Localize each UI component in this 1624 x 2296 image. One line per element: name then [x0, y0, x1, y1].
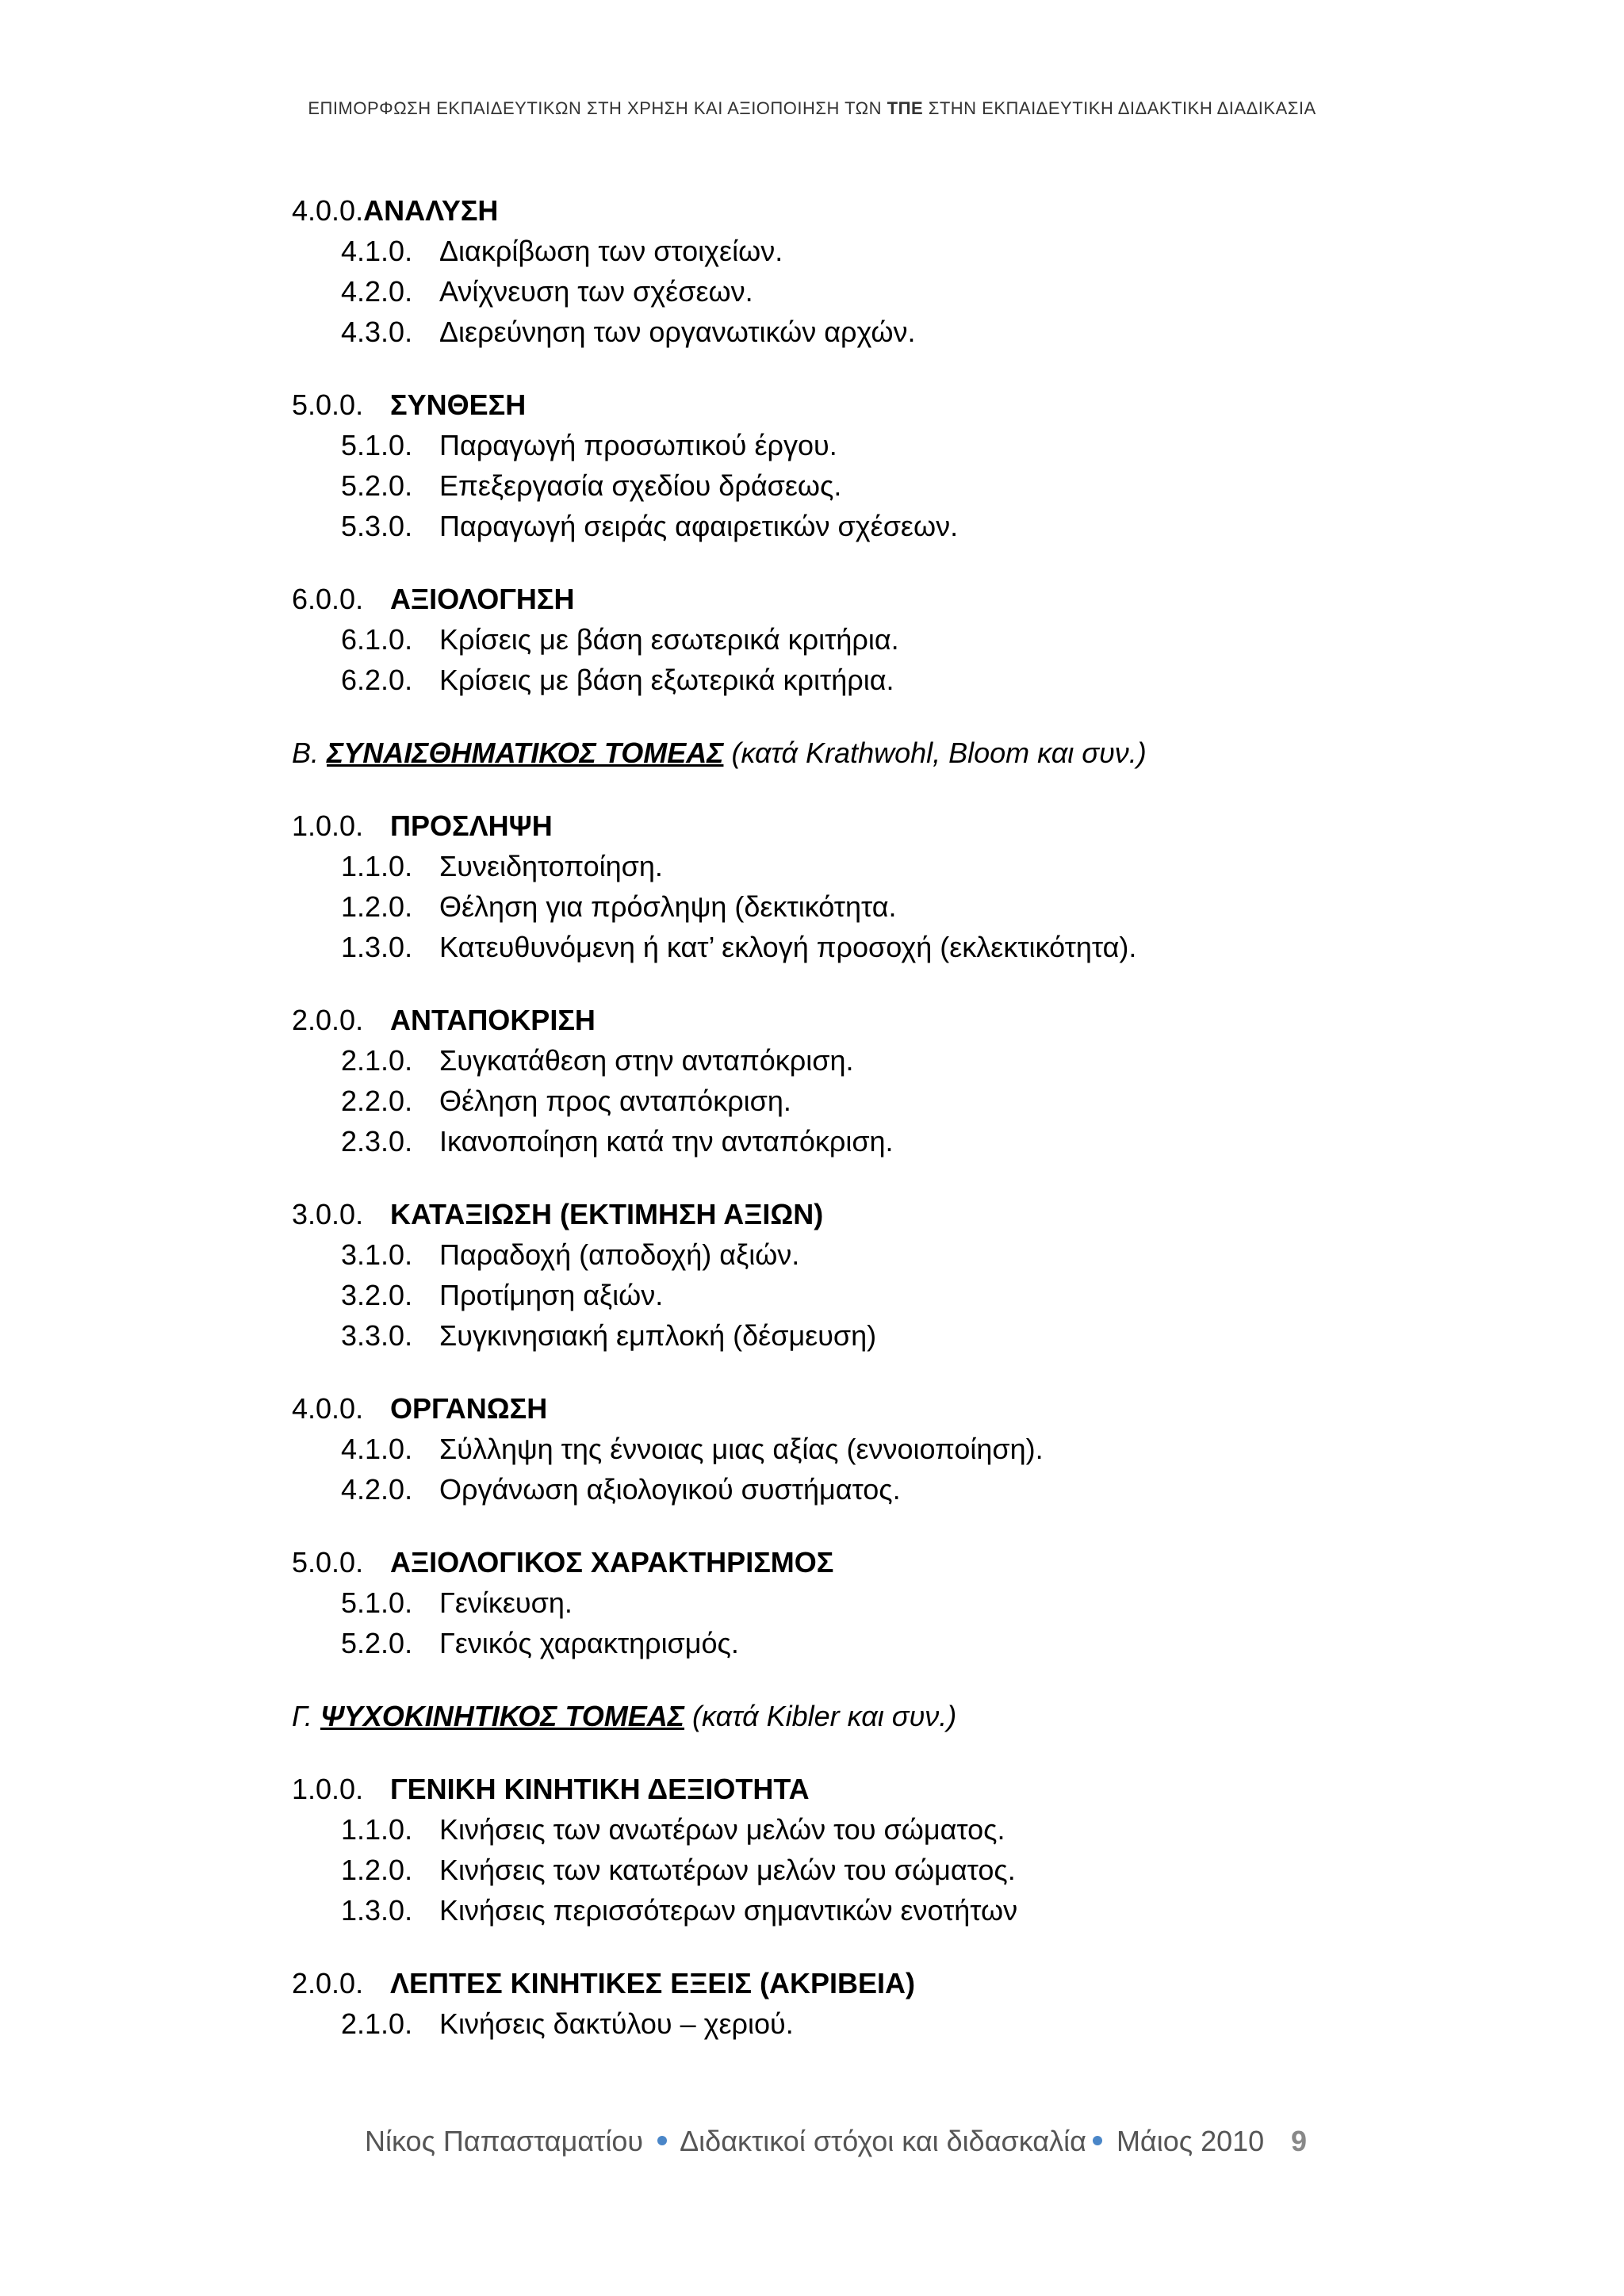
list-item [292, 231, 1402, 271]
section-title: ΑΞΙΟΛΟΓΗΣΗ [390, 583, 575, 615]
section-title: ΑΝΑΛΥΣΗ [363, 194, 499, 227]
item-text: Θέληση για πρόσληψη (δεκτικότητα. [439, 890, 897, 923]
domain-name: ΨΥΧΟΚΙΝΗΤΙΚΟΣ ΤΟΜΕΑΣ [320, 1700, 685, 1732]
list-item [292, 425, 1402, 465]
item-text: Συγκινησιακή εμπλοκή (δέσμευση) [439, 1319, 877, 1352]
section-heading [292, 1769, 1402, 1809]
item-number: 6.2.0. [341, 664, 413, 696]
list-item [292, 1469, 1402, 1510]
item-text: Συγκατάθεση στην ανταπόκριση. [439, 1044, 854, 1077]
item-number: 4.3.0. [341, 316, 413, 348]
list-item [292, 312, 1402, 352]
item-text: Γενίκευση. [439, 1586, 573, 1619]
item-number: 4.1.0. [341, 1433, 413, 1465]
list-item [292, 1121, 1402, 1161]
list-item [292, 886, 1402, 927]
list-item [292, 1275, 1402, 1315]
list-item [292, 1623, 1402, 1663]
item-text: Οργάνωση αξιολογικού συστήματος. [439, 1473, 901, 1506]
item-text: Κινήσεις περισσότερων σημαντικών ενοτήτων [439, 1894, 1018, 1927]
item-number: 2.1.0. [341, 1044, 413, 1077]
item-number: 4.2.0. [341, 275, 413, 308]
psychomotor-section-general [292, 1769, 1402, 1931]
section-number: 4.0.0. [292, 194, 364, 227]
bullet-icon [1093, 2136, 1102, 2145]
item-number: 5.1.0. [341, 429, 413, 461]
cognitive-section-evaluation [292, 579, 1402, 700]
item-text: Κινήσεις των κατωτέρων μελών του σώματος. [439, 1854, 1016, 1886]
list-item [292, 1081, 1402, 1121]
item-number: 4.1.0. [341, 235, 413, 267]
cognitive-section-analysis [292, 190, 1402, 352]
item-text: Κρίσεις με βάση εσωτερικά κριτήρια. [439, 623, 899, 656]
list-item [292, 506, 1402, 546]
item-text: Προτίμηση αξιών. [439, 1279, 664, 1311]
list-item [292, 619, 1402, 660]
item-text: Διακρίβωση των στοιχείων. [439, 235, 783, 267]
item-text: Επεξεργασία σχεδίου δράσεως. [439, 469, 842, 502]
footer-title: Διδακτικοί στόχοι και διδασκαλία [673, 2125, 1086, 2157]
item-number: 4.2.0. [341, 1473, 413, 1506]
affective-domain-heading [292, 733, 1402, 773]
section-heading [292, 385, 1402, 425]
item-number: 5.3.0. [341, 510, 413, 542]
item-number: 2.1.0. [341, 2007, 413, 2040]
section-heading [292, 1000, 1402, 1040]
affective-section-characterization [292, 1542, 1402, 1663]
header-text-bold: ΤΠΕ [887, 98, 924, 118]
section-number: 2.0.0. [292, 1004, 364, 1036]
cognitive-section-synthesis [292, 385, 1402, 546]
item-number: 3.2.0. [341, 1279, 413, 1311]
list-item [292, 1582, 1402, 1623]
section-number: 5.0.0. [292, 388, 364, 421]
section-heading [292, 1963, 1402, 2003]
page-number: 9 [1291, 2125, 1308, 2157]
item-number: 5.2.0. [341, 1627, 413, 1659]
item-text: Διερεύνηση των οργανωτικών αρχών. [439, 316, 916, 348]
item-text: Κρίσεις με βάση εξωτερικά κριτήρια. [439, 664, 894, 696]
section-heading [292, 806, 1402, 846]
section-title: ΠΡΟΣΛΗΨΗ [390, 809, 553, 842]
domain-attribution: (κατά Kibler και συν.) [684, 1700, 957, 1732]
item-number: 3.3.0. [341, 1319, 413, 1352]
item-text: Σύλληψη της έννοιας μιας αξίας (εννοιοποίηση). [439, 1433, 1044, 1465]
section-heading [292, 1388, 1402, 1429]
section-heading [292, 1194, 1402, 1234]
section-number: 2.0.0. [292, 1967, 364, 1999]
section-title: ΛΕΠΤΕΣ ΚΙΝΗΤΙΚΕΣ ΕΞΕΙΣ (ΑΚΡΙΒΕΙΑ) [390, 1967, 916, 1999]
list-item [292, 271, 1402, 312]
section-title: ΟΡΓΑΝΩΣΗ [390, 1392, 548, 1425]
footer-text [365, 2125, 1264, 2158]
item-number: 1.3.0. [341, 1894, 413, 1927]
footer-date: Μάιος 2010 [1108, 2125, 1265, 2157]
item-number: 1.1.0. [341, 1813, 413, 1846]
list-item [292, 1234, 1402, 1275]
section-number: 4.0.0. [292, 1392, 364, 1425]
item-text: Θέληση προς ανταπόκριση. [439, 1085, 791, 1117]
item-text: Κινήσεις των ανωτέρων μελών του σώματος. [439, 1813, 1005, 1846]
list-item [292, 1429, 1402, 1469]
item-number: 2.3.0. [341, 1125, 413, 1158]
item-text: Κινήσεις δακτύλου – χεριού. [439, 2007, 794, 2040]
item-number: 2.2.0. [341, 1085, 413, 1117]
item-number: 1.3.0. [341, 931, 413, 963]
domain-prefix: Β. [292, 737, 327, 769]
section-number: 6.0.0. [292, 583, 364, 615]
section-heading [292, 579, 1402, 619]
item-number: 5.2.0. [341, 469, 413, 502]
psychomotor-domain-heading [292, 1696, 1402, 1736]
list-item [292, 465, 1402, 506]
section-title: ΚΑΤΑΞΙΩΣΗ (ΕΚΤΙΜΗΣΗ ΑΞΙΩΝ) [390, 1198, 824, 1230]
item-text: Παραγωγή προσωπικού έργου. [439, 429, 837, 461]
running-header [0, 98, 1624, 119]
section-title: ΑΝΤΑΠΟΚΡΙΣΗ [390, 1004, 596, 1036]
item-text: Ανίχνευση των σχέσεων. [439, 275, 753, 308]
item-number: 3.1.0. [341, 1238, 413, 1271]
list-item [292, 1809, 1402, 1850]
item-text: Παραγωγή σειράς αφαιρετικών σχέσεων. [439, 510, 959, 542]
section-number: 3.0.0. [292, 1198, 364, 1230]
affective-section-organization [292, 1388, 1402, 1510]
section-number: 5.0.0. [292, 1546, 364, 1578]
section-title: ΑΞΙΟΛΟΓΙΚΟΣ ΧΑΡΑΚΤΗΡΙΣΜΟΣ [390, 1546, 834, 1578]
list-item [292, 1315, 1402, 1356]
domain-attribution: (κατά Krathwohl, Bloom και συν.) [723, 737, 1147, 769]
item-number: 5.1.0. [341, 1586, 413, 1619]
item-text: Ικανοποίηση κατά την ανταπόκριση. [439, 1125, 894, 1158]
section-number: 1.0.0. [292, 1773, 364, 1805]
affective-section-valuing [292, 1194, 1402, 1356]
section-title: ΣΥΝΘΕΣΗ [390, 388, 527, 421]
item-text: Κατευθυνόμενη ή κατ’ εκλογή προσοχή (εκλεκτικότητα). [439, 931, 1137, 963]
list-item [292, 1890, 1402, 1931]
list-item [292, 927, 1402, 967]
item-number: 6.1.0. [341, 623, 413, 656]
domain-name: ΣΥΝΑΙΣΘΗΜΑΤΙΚΟΣ ΤΟΜΕΑΣ [327, 737, 724, 769]
item-number: 1.2.0. [341, 1854, 413, 1886]
item-number: 1.1.0. [341, 850, 413, 882]
affective-section-responding [292, 1000, 1402, 1161]
section-title: ΓΕΝΙΚΗ ΚΙΝΗΤΙΚΗ ΔΕΞΙΟΤΗΤΑ [390, 1773, 810, 1805]
section-heading [292, 1542, 1402, 1582]
document-body [292, 190, 1402, 2076]
list-item [292, 846, 1402, 886]
list-item [292, 660, 1402, 700]
list-item [292, 1040, 1402, 1081]
footer-author: Νίκος Παπασταματίου [365, 2125, 652, 2157]
psychomotor-section-fine [292, 1963, 1402, 2044]
header-text-end: ΣΤΗΝ ΕΚΠΑΙΔΕΥΤΙΚΗ ΔΙΔΑΚΤΙΚΗ ΔΙΑΔΙΚΑΣΙΑ [923, 98, 1316, 118]
section-heading [292, 190, 1402, 231]
item-text: Παραδοχή (αποδοχή) αξιών. [439, 1238, 800, 1271]
item-text: Συνειδητοποίηση. [439, 850, 663, 882]
item-text: Γενικός χαρακτηρισμός. [439, 1627, 739, 1659]
list-item [292, 2003, 1402, 2044]
domain-prefix: Γ. [292, 1700, 320, 1732]
item-number: 1.2.0. [341, 890, 413, 923]
affective-section-receiving [292, 806, 1402, 967]
header-text-start: ΕΠΙΜΟΡΦΩΣΗ ΕΚΠΑΙΔΕΥΤΙΚΩΝ ΣΤΗ ΧΡΗΣΗ ΚΑΙ ΑΞΙΟΠΟΙΗΣΗ ΤΩΝ [308, 98, 887, 118]
list-item [292, 1850, 1402, 1890]
bullet-icon [657, 2136, 667, 2145]
section-number: 1.0.0. [292, 809, 364, 842]
